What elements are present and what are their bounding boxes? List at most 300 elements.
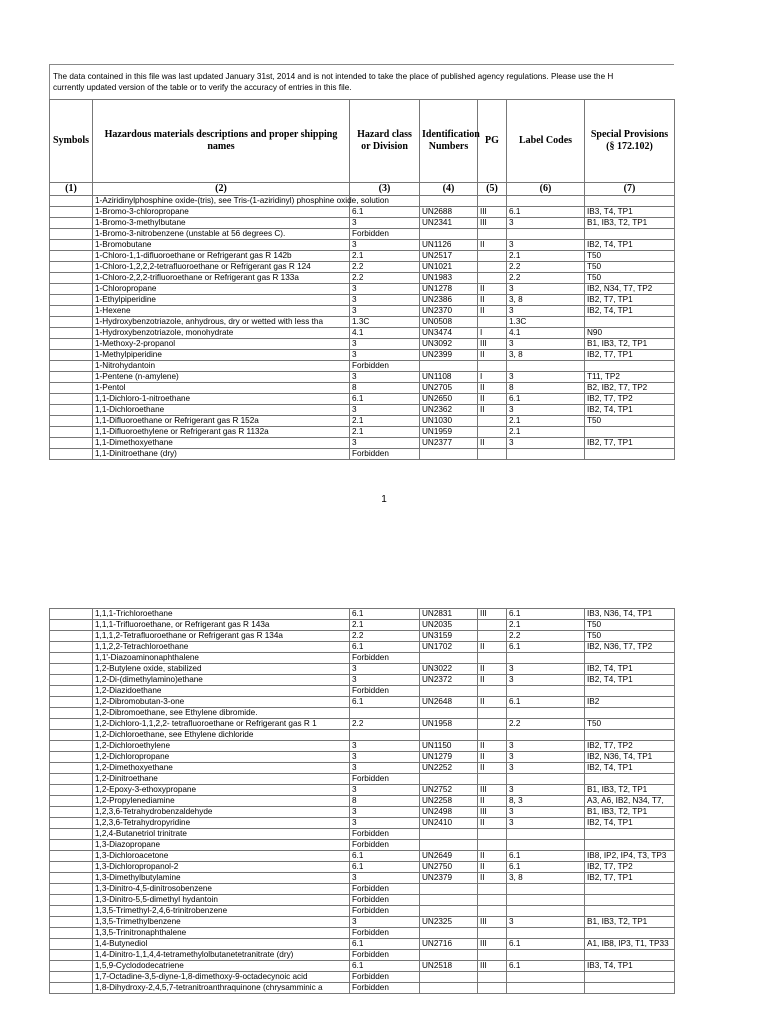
cell-symbol [50, 642, 93, 653]
cell-pg [478, 928, 507, 939]
cell-description: 1-Ethylpiperidine [93, 295, 350, 306]
cell-hazard-class: Forbidden [350, 229, 420, 240]
cell-pg: III [478, 339, 507, 350]
cell-description: 1-Hydroxybenzotriazole, anhydrous, dry or wetted with less tha [93, 317, 350, 328]
cell-description: 1-Methylpiperidine [93, 350, 350, 361]
cell-description: 1-Methoxy-2-propanol [93, 339, 350, 350]
cell-label-codes: 3 [507, 741, 585, 752]
table-row [50, 752, 675, 763]
cell-special-provisions: T50 [585, 719, 675, 730]
table-body-page-1 [50, 196, 675, 460]
cell-hazard-class: 3 [350, 873, 420, 884]
cell-description: 1,1'-Diazoaminonaphthalene [93, 653, 350, 664]
cell-id-number: UN1702 [420, 642, 478, 653]
cell-pg [478, 906, 507, 917]
cell-description: 1,2-Dichloroethane, see Ethylene dichloride [93, 730, 350, 741]
cell-hazard-class: 3 [350, 372, 420, 383]
cell-description: 1,3-Dinitro-5,5-dimethyl hydantoin [93, 895, 350, 906]
cell-id-number: UN3474 [420, 328, 478, 339]
cell-label-codes: 3 [507, 218, 585, 229]
cell-label-codes: 6.1 [507, 851, 585, 862]
table-row [50, 372, 675, 383]
cell-id-number: UN1150 [420, 741, 478, 752]
cell-description: 1,1-Dimethoxyethane [93, 438, 350, 449]
table-row [50, 207, 675, 218]
cell-pg: II [478, 675, 507, 686]
col-num: (5) [478, 183, 507, 196]
cell-hazard-class: 1.3C [350, 317, 420, 328]
cell-symbol [50, 873, 93, 884]
cell-hazard-class: 3 [350, 284, 420, 295]
cell-pg: III [478, 609, 507, 620]
table-row [50, 383, 675, 394]
cell-symbol [50, 620, 93, 631]
cell-description: 1,2-Dinitroethane [93, 774, 350, 785]
cell-description: 1,5,9-Cyclododecatriene [93, 961, 350, 972]
cell-symbol [50, 983, 93, 994]
table-row [50, 295, 675, 306]
cell-description: 1-Hydroxybenzotriazole, monohydrate [93, 328, 350, 339]
cell-id-number: UN2752 [420, 785, 478, 796]
cell-symbol [50, 818, 93, 829]
cell-id-number: UN1959 [420, 427, 478, 438]
cell-id-number [420, 708, 478, 719]
col-num: (1) [50, 183, 93, 196]
cell-label-codes: 3, 8 [507, 350, 585, 361]
cell-id-number [420, 895, 478, 906]
cell-special-provisions: B1, IB3, T2, TP1 [585, 339, 675, 350]
cell-symbol [50, 862, 93, 873]
cell-symbol [50, 895, 93, 906]
cell-hazard-class: Forbidden [350, 361, 420, 372]
cell-description: 1,4-Dinitro-1,1,4,4-tetramethylolbutanetetranitrate (dry) [93, 950, 350, 961]
cell-hazard-class: 6.1 [350, 642, 420, 653]
cell-special-provisions: IB2 [585, 697, 675, 708]
cell-hazard-class: 3 [350, 295, 420, 306]
cell-special-provisions: IB3, T4, TP1 [585, 207, 675, 218]
cell-hazard-class: Forbidden [350, 950, 420, 961]
cell-label-codes: 2.1 [507, 251, 585, 262]
cell-hazard-class: 2.2 [350, 719, 420, 730]
cell-pg [478, 273, 507, 284]
cell-hazard-class: 8 [350, 796, 420, 807]
cell-id-number: UN1983 [420, 273, 478, 284]
cell-description: 1,2-Diazidoethane [93, 686, 350, 697]
col-header-special-provisions: Special Provisions (§ 172.102) [585, 100, 675, 183]
cell-description: 1,3-Dimethylbutylamine [93, 873, 350, 884]
cell-label-codes: 8 [507, 383, 585, 394]
cell-description: 1,3,5-Trimethyl-2,4,6-trinitrobenzene [93, 906, 350, 917]
cell-description: 1-Pentol [93, 383, 350, 394]
col-header-pg: PG [478, 100, 507, 183]
cell-symbol [50, 851, 93, 862]
cell-hazard-class: 6.1 [350, 207, 420, 218]
table-row [50, 862, 675, 873]
cell-symbol [50, 196, 93, 207]
cell-hazard-class: 3 [350, 785, 420, 796]
cell-pg [478, 631, 507, 642]
cell-pg [478, 196, 507, 207]
cell-special-provisions: T50 [585, 273, 675, 284]
cell-label-codes: 6.1 [507, 609, 585, 620]
cell-symbol [50, 394, 93, 405]
cell-hazard-class: 3 [350, 752, 420, 763]
cell-symbol [50, 961, 93, 972]
cell-pg [478, 317, 507, 328]
cell-label-codes: 2.2 [507, 719, 585, 730]
cell-symbol [50, 449, 93, 460]
cell-id-number: UN2688 [420, 207, 478, 218]
cell-label-codes: 3 [507, 284, 585, 295]
table-row [50, 796, 675, 807]
table-row [50, 251, 675, 262]
cell-hazard-class: 2.1 [350, 251, 420, 262]
cell-label-codes: 2.1 [507, 620, 585, 631]
col-header-id-numbers: Identification Numbers [420, 100, 478, 183]
cell-symbol [50, 207, 93, 218]
table-row [50, 350, 675, 361]
cell-special-provisions: IB2, T7, TP2 [585, 862, 675, 873]
cell-symbol [50, 609, 93, 620]
table-row [50, 928, 675, 939]
cell-special-provisions [585, 686, 675, 697]
cell-description: 1,1-Dichloroethane [93, 405, 350, 416]
cell-hazard-class: Forbidden [350, 928, 420, 939]
cell-label-codes: 3, 8 [507, 873, 585, 884]
cell-pg [478, 950, 507, 961]
cell-pg [478, 686, 507, 697]
cell-pg [478, 774, 507, 785]
cell-label-codes: 6.1 [507, 697, 585, 708]
cell-pg: III [478, 939, 507, 950]
cell-pg [478, 983, 507, 994]
cell-id-number [420, 653, 478, 664]
cell-symbol [50, 664, 93, 675]
cell-symbol [50, 653, 93, 664]
cell-label-codes [507, 895, 585, 906]
cell-id-number: UN2399 [420, 350, 478, 361]
cell-symbol [50, 719, 93, 730]
cell-description: 1-Bromo-3-methylbutane [93, 218, 350, 229]
cell-description: 1-Aziridinylphosphine oxide-(tris), see Tris-(1-aziridinyl) phosphine oxide, solution [93, 196, 350, 207]
cell-label-codes [507, 361, 585, 372]
cell-label-codes: 2.2 [507, 631, 585, 642]
table-row [50, 884, 675, 895]
cell-symbol [50, 840, 93, 851]
cell-label-codes: 4.1 [507, 328, 585, 339]
cell-hazard-class [350, 730, 420, 741]
cell-label-codes: 3 [507, 438, 585, 449]
table-row [50, 394, 675, 405]
cell-id-number: UN2716 [420, 939, 478, 950]
cell-special-provisions [585, 196, 675, 207]
cell-description: 1,1,1-Trichloroethane [93, 609, 350, 620]
cell-hazard-class: Forbidden [350, 972, 420, 983]
cell-label-codes: 3 [507, 785, 585, 796]
cell-special-provisions [585, 449, 675, 460]
cell-pg: III [478, 207, 507, 218]
cell-hazard-class: Forbidden [350, 774, 420, 785]
cell-symbol [50, 383, 93, 394]
cell-pg: II [478, 818, 507, 829]
cell-special-provisions: T50 [585, 262, 675, 273]
cell-symbol [50, 928, 93, 939]
notice-line-2: currently updated version of the table or to verify the accuracy of entries in this file. [53, 83, 352, 92]
cell-pg: III [478, 218, 507, 229]
cell-id-number: UN1279 [420, 752, 478, 763]
cell-hazard-class: Forbidden [350, 840, 420, 851]
cell-pg [478, 719, 507, 730]
table-row [50, 361, 675, 372]
table-row [50, 741, 675, 752]
table-row [50, 708, 675, 719]
cell-description: 1,3-Dichloroacetone [93, 851, 350, 862]
cell-id-number: UN0508 [420, 317, 478, 328]
page-2 [49, 608, 674, 994]
cell-id-number [420, 829, 478, 840]
cell-pg: II [478, 240, 507, 251]
col-num: (4) [420, 183, 478, 196]
cell-id-number: UN2362 [420, 405, 478, 416]
cell-id-number: UN3022 [420, 664, 478, 675]
cell-symbol [50, 884, 93, 895]
cell-special-provisions: IB8, IP2, IP4, T3, TP3 [585, 851, 675, 862]
cell-hazard-class: 6.1 [350, 862, 420, 873]
cell-symbol [50, 284, 93, 295]
table-row [50, 262, 675, 273]
cell-label-codes [507, 983, 585, 994]
cell-hazard-class: Forbidden [350, 449, 420, 460]
cell-label-codes: 3 [507, 306, 585, 317]
col-header-label-codes: Label Codes [507, 100, 585, 183]
cell-description: 1,2-Dichloro-1,1,2,2- tetrafluoroethane or Refrigerant gas R 1 [93, 719, 350, 730]
cell-id-number [420, 906, 478, 917]
cell-description: 1,2,3,6-Tetrahydropyridine [93, 818, 350, 829]
cell-hazard-class: 3 [350, 763, 420, 774]
cell-id-number: UN2650 [420, 394, 478, 405]
table-row [50, 895, 675, 906]
cell-label-codes [507, 829, 585, 840]
cell-label-codes: 6.1 [507, 939, 585, 950]
cell-description: 1,3-Diazopropane [93, 840, 350, 851]
cell-label-codes: 2.2 [507, 262, 585, 273]
cell-symbol [50, 675, 93, 686]
cell-id-number [420, 950, 478, 961]
cell-special-provisions [585, 361, 675, 372]
cell-label-codes [507, 840, 585, 851]
table-row [50, 972, 675, 983]
col-num: (7) [585, 183, 675, 196]
cell-label-codes [507, 972, 585, 983]
cell-id-number: UN2705 [420, 383, 478, 394]
cell-pg: II [478, 664, 507, 675]
cell-hazard-class: 2.2 [350, 631, 420, 642]
cell-symbol [50, 240, 93, 251]
table-row [50, 609, 675, 620]
cell-description: 1,1-Difluoroethylene or Refrigerant gas R 1132a [93, 427, 350, 438]
cell-label-codes [507, 229, 585, 240]
cell-description: 1,2-Butylene oxide, stabilized [93, 664, 350, 675]
cell-id-number: UN2750 [420, 862, 478, 873]
cell-special-provisions: T11, TP2 [585, 372, 675, 383]
cell-id-number: UN1108 [420, 372, 478, 383]
cell-id-number: UN2649 [420, 851, 478, 862]
table-row [50, 774, 675, 785]
cell-hazard-class: 3 [350, 240, 420, 251]
cell-special-provisions: B1, IB3, T2, TP1 [585, 785, 675, 796]
cell-id-number: UN1030 [420, 416, 478, 427]
cell-id-number [420, 840, 478, 851]
cell-description: 1-Nitrohydantoin [93, 361, 350, 372]
cell-id-number: UN1126 [420, 240, 478, 251]
cell-description: 1-Hexene [93, 306, 350, 317]
cell-pg: II [478, 350, 507, 361]
cell-special-provisions: IB2, T4, TP1 [585, 306, 675, 317]
cell-description: 1,2-Dimethoxyethane [93, 763, 350, 774]
table-row [50, 818, 675, 829]
table-row [50, 240, 675, 251]
cell-id-number [420, 983, 478, 994]
cell-pg [478, 262, 507, 273]
table-row [50, 229, 675, 240]
cell-label-codes: 3 [507, 763, 585, 774]
cell-symbol [50, 229, 93, 240]
cell-description: 1,3-Dinitro-4,5-dinitrosobenzene [93, 884, 350, 895]
cell-hazard-class: 6.1 [350, 961, 420, 972]
cell-label-codes: 6.1 [507, 961, 585, 972]
table-row [50, 939, 675, 950]
cell-symbol [50, 306, 93, 317]
cell-description: 1-Bromobutane [93, 240, 350, 251]
cell-id-number: UN3159 [420, 631, 478, 642]
cell-id-number [420, 361, 478, 372]
cell-special-provisions [585, 730, 675, 741]
cell-label-codes: 8, 3 [507, 796, 585, 807]
cell-label-codes: 6.1 [507, 862, 585, 873]
cell-hazard-class: 3 [350, 741, 420, 752]
cell-symbol [50, 262, 93, 273]
cell-hazard-class: 2.2 [350, 262, 420, 273]
cell-symbol [50, 939, 93, 950]
cell-pg: II [478, 394, 507, 405]
cell-pg [478, 708, 507, 719]
table-row [50, 620, 675, 631]
cell-special-provisions: IB2, T7, TP1 [585, 438, 675, 449]
cell-hazard-class: 3 [350, 218, 420, 229]
cell-description: 1,2-Di-(dimethylamino)ethane [93, 675, 350, 686]
cell-special-provisions: IB2, N36, T4, TP1 [585, 752, 675, 763]
cell-description: 1,7-Octadine-3,5-diyne-1,8-dimethoxy-9-octadecynoic acid [93, 972, 350, 983]
cell-id-number: UN2325 [420, 917, 478, 928]
cell-hazard-class: 3 [350, 818, 420, 829]
cell-id-number [420, 972, 478, 983]
cell-description: 1-Bromo-3-nitrobenzene (unstable at 56 degrees C). [93, 229, 350, 240]
cell-special-provisions: B1, IB3, T2, TP1 [585, 807, 675, 818]
cell-label-codes [507, 906, 585, 917]
update-notice [49, 64, 674, 99]
cell-special-provisions [585, 229, 675, 240]
cell-label-codes [507, 196, 585, 207]
cell-description: 1,8-Dihydroxy-2,4,5,7-tetranitroanthraquinone (chrysamminic a [93, 983, 350, 994]
cell-id-number: UN1958 [420, 719, 478, 730]
table-row [50, 961, 675, 972]
table-row [50, 906, 675, 917]
cell-special-provisions: B1, IB3, T2, TP1 [585, 917, 675, 928]
cell-description: 1,2-Dibromobutan-3-one [93, 697, 350, 708]
cell-special-provisions: IB2, T4, TP1 [585, 675, 675, 686]
col-header-hazard-class: Hazard class or Division [350, 100, 420, 183]
table-row [50, 917, 675, 928]
cell-special-provisions: IB2, T4, TP1 [585, 818, 675, 829]
cell-special-provisions: A3, A6, IB2, N34, T7, [585, 796, 675, 807]
cell-description: 1-Pentene (n-amylene) [93, 372, 350, 383]
cell-label-codes: 3 [507, 405, 585, 416]
cell-hazard-class: Forbidden [350, 686, 420, 697]
cell-special-provisions: IB2, T4, TP1 [585, 405, 675, 416]
hazmat-table-page-1 [49, 99, 675, 460]
cell-id-number [420, 229, 478, 240]
cell-label-codes [507, 928, 585, 939]
cell-id-number: UN1278 [420, 284, 478, 295]
cell-hazard-class [350, 708, 420, 719]
cell-hazard-class: 6.1 [350, 939, 420, 950]
cell-symbol [50, 730, 93, 741]
page-number: 1 [381, 494, 387, 505]
table-row [50, 730, 675, 741]
cell-hazard-class: 3 [350, 405, 420, 416]
cell-special-provisions: IB3, T4, TP1 [585, 961, 675, 972]
cell-symbol [50, 796, 93, 807]
cell-symbol [50, 361, 93, 372]
cell-id-number [420, 686, 478, 697]
cell-description: 1,3,5-Trimethylbenzene [93, 917, 350, 928]
table-row [50, 664, 675, 675]
cell-label-codes: 3 [507, 818, 585, 829]
cell-hazard-class: Forbidden [350, 653, 420, 664]
col-header-description: Hazardous materials descriptions and proper shipping names [93, 100, 350, 183]
cell-pg [478, 229, 507, 240]
cell-label-codes [507, 730, 585, 741]
cell-description: 1-Chloro-2,2,2-trifluoroethane or Refrigerant gas R 133a [93, 273, 350, 284]
cell-symbol [50, 741, 93, 752]
cell-special-provisions: IB2, N34, T7, TP2 [585, 284, 675, 295]
cell-description: 1,3,5-Trinitronaphthalene [93, 928, 350, 939]
cell-label-codes [507, 449, 585, 460]
cell-label-codes: 3 [507, 807, 585, 818]
cell-id-number [420, 730, 478, 741]
cell-hazard-class: 6.1 [350, 394, 420, 405]
cell-special-provisions: IB2, N36, T7, TP2 [585, 642, 675, 653]
cell-id-number: UN2386 [420, 295, 478, 306]
cell-special-provisions: IB2, T4, TP1 [585, 664, 675, 675]
table-row [50, 807, 675, 818]
cell-symbol [50, 218, 93, 229]
cell-label-codes [507, 686, 585, 697]
cell-id-number: UN2498 [420, 807, 478, 818]
cell-pg: II [478, 383, 507, 394]
cell-id-number: UN2831 [420, 609, 478, 620]
cell-id-number: UN2370 [420, 306, 478, 317]
col-num: (3) [350, 183, 420, 196]
cell-pg: II [478, 763, 507, 774]
cell-id-number: UN3092 [420, 339, 478, 350]
cell-label-codes: 3 [507, 664, 585, 675]
cell-id-number: UN2035 [420, 620, 478, 631]
cell-symbol [50, 752, 93, 763]
cell-symbol [50, 906, 93, 917]
table-row [50, 851, 675, 862]
cell-pg: II [478, 741, 507, 752]
